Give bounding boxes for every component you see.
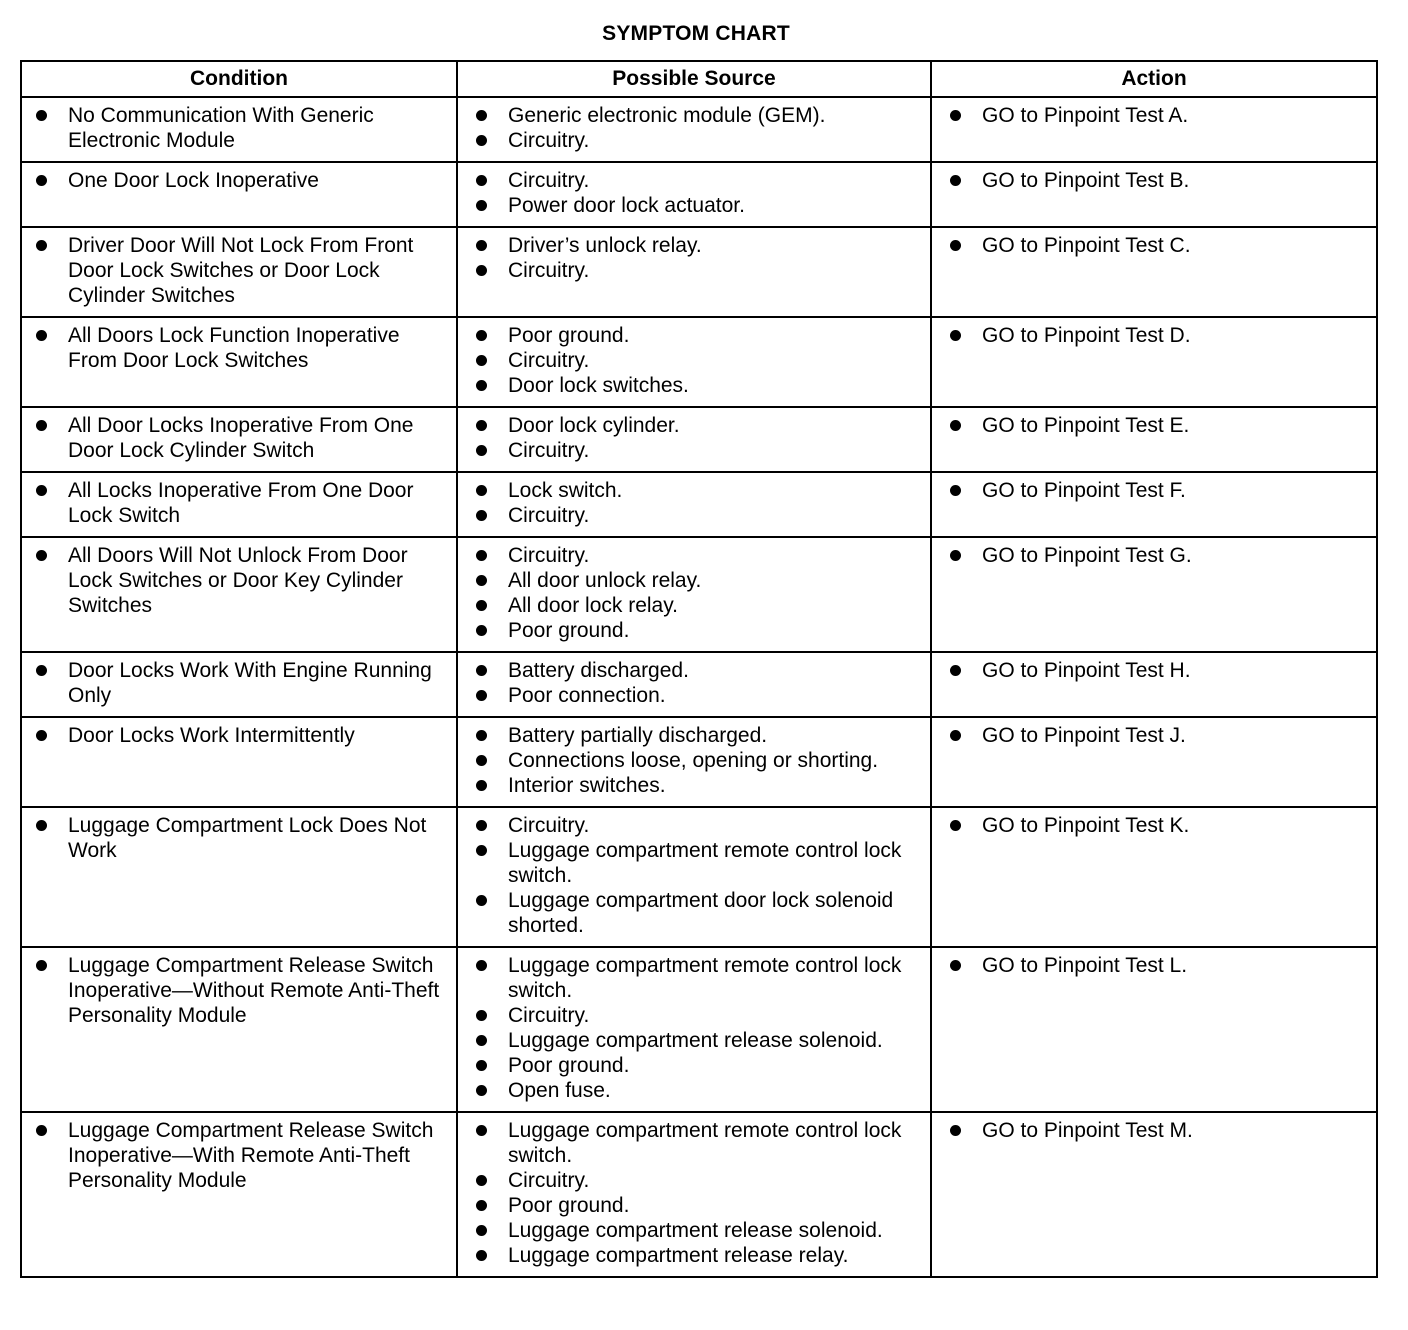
- bullet-icon: [36, 240, 47, 251]
- bullet-icon: [476, 485, 487, 496]
- condition-item-text: Luggage Compartment Release Switch Inoperative—Without Remote Anti-Theft Personality Module: [68, 954, 440, 1027]
- possible-source-list: [458, 538, 930, 651]
- condition-item-text: Luggage Compartment Lock Does Not Work: [68, 814, 427, 862]
- action-item: [940, 323, 1368, 348]
- action-list: [932, 98, 1376, 136]
- condition-item: [30, 478, 448, 528]
- source-item: [466, 103, 922, 128]
- action-item: [940, 413, 1368, 438]
- bullet-icon: [476, 355, 487, 366]
- action-list: [932, 408, 1376, 446]
- action-item: [940, 168, 1368, 193]
- source-item-text: Battery discharged.: [508, 659, 689, 682]
- source-item: [466, 233, 922, 258]
- bullet-icon: [36, 665, 47, 676]
- source-item: [466, 1118, 922, 1168]
- action-cell: [931, 227, 1377, 317]
- action-item-text: GO to Pinpoint Test D.: [982, 324, 1191, 347]
- bullet-icon: [36, 175, 47, 186]
- bullet-icon: [950, 820, 961, 831]
- possible-source-cell: [457, 717, 931, 807]
- condition-list: [22, 473, 456, 536]
- action-item: [940, 233, 1368, 258]
- condition-item: [30, 1118, 448, 1193]
- bullet-icon: [950, 665, 961, 676]
- source-item: [466, 503, 922, 528]
- source-item-text: Circuitry.: [508, 259, 590, 282]
- possible-source-list: [458, 718, 930, 806]
- possible-source-list: [458, 473, 930, 536]
- source-item: [466, 888, 922, 938]
- action-list: [932, 228, 1376, 266]
- bullet-icon: [476, 820, 487, 831]
- table-row: [21, 227, 1377, 317]
- action-item-text: GO to Pinpoint Test B.: [982, 169, 1190, 192]
- source-item: [466, 1168, 922, 1193]
- condition-item-text: All Doors Will Not Unlock From Door Lock Switches or Door Key Cylinder Switches: [68, 544, 408, 617]
- bullet-icon: [476, 550, 487, 561]
- bullet-icon: [476, 445, 487, 456]
- bullet-icon: [476, 1225, 487, 1236]
- source-item-text: Poor ground.: [508, 619, 630, 642]
- action-cell: [931, 472, 1377, 537]
- source-item-text: Luggage compartment remote control lock switch.: [508, 954, 902, 1002]
- source-item-text: Poor ground.: [508, 1054, 630, 1077]
- table-row: [21, 947, 1377, 1112]
- source-item: [466, 1003, 922, 1028]
- action-list: [932, 163, 1376, 201]
- source-item: [466, 168, 922, 193]
- possible-source-list: [458, 228, 930, 291]
- action-item-text: GO to Pinpoint Test E.: [982, 414, 1190, 437]
- symptom-chart-table: [20, 60, 1378, 1278]
- condition-list: [22, 653, 456, 716]
- action-item-text: GO to Pinpoint Test M.: [982, 1119, 1193, 1142]
- bullet-icon: [950, 550, 961, 561]
- condition-item: [30, 323, 448, 373]
- action-cell: [931, 162, 1377, 227]
- possible-source-cell: [457, 652, 931, 717]
- bullet-icon: [476, 1250, 487, 1261]
- source-item: [466, 1243, 922, 1268]
- bullet-icon: [476, 1035, 487, 1046]
- source-item: [466, 438, 922, 463]
- possible-source-cell: [457, 227, 931, 317]
- condition-cell: [21, 947, 457, 1112]
- table-row: [21, 472, 1377, 537]
- source-item: [466, 478, 922, 503]
- condition-list: [22, 718, 456, 756]
- bullet-icon: [476, 200, 487, 211]
- action-list: [932, 948, 1376, 986]
- chart-body: [21, 97, 1377, 1277]
- chart-title: SYMPTOM CHART: [602, 22, 790, 45]
- source-item: [466, 618, 922, 643]
- action-item: [940, 813, 1368, 838]
- action-list: [932, 1113, 1376, 1151]
- bullet-icon: [36, 330, 47, 341]
- bullet-icon: [476, 1085, 487, 1096]
- bullet-icon: [950, 960, 961, 971]
- action-item: [940, 658, 1368, 683]
- source-item-text: Luggage compartment release relay.: [508, 1244, 849, 1267]
- possible-source-cell: [457, 162, 931, 227]
- bullet-icon: [476, 110, 487, 121]
- bullet-icon: [476, 1200, 487, 1211]
- action-cell: [931, 317, 1377, 407]
- source-item-text: Circuitry.: [508, 349, 590, 372]
- bullet-icon: [36, 550, 47, 561]
- source-item-text: Luggage compartment remote control lock switch.: [508, 1119, 902, 1167]
- bullet-icon: [476, 665, 487, 676]
- action-item-text: GO to Pinpoint Test H.: [982, 659, 1191, 682]
- action-list: [932, 718, 1376, 756]
- condition-item: [30, 543, 448, 618]
- condition-item-text: Door Locks Work With Engine Running Only: [68, 659, 432, 707]
- condition-item-text: All Door Locks Inoperative From One Door Lock Cylinder Switch: [68, 414, 414, 462]
- possible-source-cell: [457, 807, 931, 947]
- source-item: [466, 413, 922, 438]
- bullet-icon: [950, 730, 961, 741]
- action-cell: [931, 537, 1377, 652]
- source-item: [466, 953, 922, 1003]
- bullet-icon: [476, 240, 487, 251]
- source-item: [466, 593, 922, 618]
- possible-source-list: [458, 808, 930, 946]
- source-item-text: Generic electronic module (GEM).: [508, 104, 826, 127]
- table-row: [21, 537, 1377, 652]
- condition-cell: [21, 537, 457, 652]
- action-item-text: GO to Pinpoint Test A.: [982, 104, 1189, 127]
- action-item-text: GO to Pinpoint Test K.: [982, 814, 1190, 837]
- bullet-icon: [950, 485, 961, 496]
- bullet-icon: [476, 135, 487, 146]
- action-list: [932, 473, 1376, 511]
- source-item-text: Lock switch.: [508, 479, 623, 502]
- possible-source-list: [458, 318, 930, 406]
- possible-source-cell: [457, 317, 931, 407]
- possible-source-list: [458, 653, 930, 716]
- bullet-icon: [476, 1175, 487, 1186]
- source-item-text: Circuitry.: [508, 1004, 590, 1027]
- table-row: [21, 407, 1377, 472]
- bullet-icon: [950, 330, 961, 341]
- condition-cell: [21, 317, 457, 407]
- bullet-icon: [476, 575, 487, 586]
- action-item: [940, 723, 1368, 748]
- condition-item: [30, 233, 448, 308]
- condition-list: [22, 318, 456, 381]
- bullet-icon: [950, 1125, 961, 1136]
- condition-cell: [21, 97, 457, 162]
- source-item: [466, 348, 922, 373]
- source-item-text: Circuitry.: [508, 1169, 590, 1192]
- possible-source-cell: [457, 407, 931, 472]
- possible-source-list: [458, 98, 930, 161]
- action-item-text: GO to Pinpoint Test J.: [982, 724, 1186, 747]
- possible-source-list: [458, 408, 930, 471]
- condition-item: [30, 953, 448, 1028]
- table-row: [21, 1112, 1377, 1277]
- source-item-text: Power door lock actuator.: [508, 194, 745, 217]
- action-cell: [931, 97, 1377, 162]
- action-item: [940, 953, 1368, 978]
- possible-source-list: [458, 163, 930, 226]
- bullet-icon: [950, 240, 961, 251]
- possible-source-cell: [457, 1112, 931, 1277]
- condition-item-text: Driver Door Will Not Lock From Front Door Lock Switches or Door Lock Cylinder Switches: [68, 234, 414, 307]
- condition-list: [22, 228, 456, 316]
- source-item-text: Circuitry.: [508, 544, 590, 567]
- source-item-text: Door lock switches.: [508, 374, 689, 397]
- action-header: Action: [931, 61, 1377, 97]
- source-item: [466, 813, 922, 838]
- bullet-icon: [36, 485, 47, 496]
- action-list: [932, 653, 1376, 691]
- bullet-icon: [476, 690, 487, 701]
- bullet-icon: [476, 845, 487, 856]
- condition-list: [22, 163, 456, 201]
- source-item: [466, 258, 922, 283]
- source-item: [466, 373, 922, 398]
- bullet-icon: [36, 730, 47, 741]
- bullet-icon: [36, 820, 47, 831]
- source-item-text: Door lock cylinder.: [508, 414, 680, 437]
- condition-cell: [21, 472, 457, 537]
- action-cell: [931, 947, 1377, 1112]
- bullet-icon: [476, 380, 487, 391]
- table-row: [21, 317, 1377, 407]
- bullet-icon: [476, 600, 487, 611]
- condition-list: [22, 408, 456, 471]
- action-cell: [931, 407, 1377, 472]
- possible-source-list: [458, 1113, 930, 1276]
- condition-item: [30, 103, 448, 153]
- condition-list: [22, 948, 456, 1036]
- bullet-icon: [36, 110, 47, 121]
- condition-list: [22, 808, 456, 871]
- bullet-icon: [950, 175, 961, 186]
- source-item-text: Luggage compartment remote control lock switch.: [508, 839, 902, 887]
- action-item-text: GO to Pinpoint Test G.: [982, 544, 1192, 567]
- condition-item-text: Door Locks Work Intermittently: [68, 724, 355, 747]
- source-item: [466, 683, 922, 708]
- source-item: [466, 128, 922, 153]
- source-item: [466, 1078, 922, 1103]
- action-cell: [931, 652, 1377, 717]
- source-item: [466, 543, 922, 568]
- condition-item: [30, 813, 448, 863]
- source-item-text: Poor ground.: [508, 324, 630, 347]
- bullet-icon: [950, 110, 961, 121]
- condition-cell: [21, 407, 457, 472]
- bullet-icon: [36, 1125, 47, 1136]
- source-item-text: Open fuse.: [508, 1079, 611, 1102]
- condition-cell: [21, 717, 457, 807]
- action-item: [940, 478, 1368, 503]
- bullet-icon: [476, 1125, 487, 1136]
- table-row: [21, 97, 1377, 162]
- condition-list: [22, 98, 456, 161]
- action-item-text: GO to Pinpoint Test F.: [982, 479, 1186, 502]
- source-item: [466, 568, 922, 593]
- source-item: [466, 838, 922, 888]
- action-item-text: GO to Pinpoint Test C.: [982, 234, 1191, 257]
- header-row: [21, 61, 1377, 97]
- table-row: [21, 162, 1377, 227]
- condition-item-text: All Doors Lock Function Inoperative From Door Lock Switches: [68, 324, 400, 372]
- possible-source-cell: [457, 947, 931, 1112]
- bullet-icon: [476, 265, 487, 276]
- source-item-text: Luggage compartment release solenoid.: [508, 1029, 883, 1052]
- possible-source-header: Possible Source: [457, 61, 931, 97]
- bullet-icon: [36, 960, 47, 971]
- condition-cell: [21, 162, 457, 227]
- bullet-icon: [476, 175, 487, 186]
- bullet-icon: [476, 780, 487, 791]
- source-item-text: All door unlock relay.: [508, 569, 702, 592]
- bullet-icon: [476, 1060, 487, 1071]
- bullet-icon: [476, 1010, 487, 1021]
- condition-cell: [21, 1112, 457, 1277]
- source-item: [466, 723, 922, 748]
- source-item: [466, 1028, 922, 1053]
- action-cell: [931, 1112, 1377, 1277]
- source-item-text: Circuitry.: [508, 439, 590, 462]
- condition-item: [30, 723, 448, 748]
- action-cell: [931, 807, 1377, 947]
- possible-source-cell: [457, 537, 931, 652]
- condition-item: [30, 413, 448, 463]
- action-item: [940, 103, 1368, 128]
- bullet-icon: [950, 420, 961, 431]
- source-item: [466, 658, 922, 683]
- condition-cell: [21, 227, 457, 317]
- condition-item-text: All Locks Inoperative From One Door Lock Switch: [68, 479, 414, 527]
- action-list: [932, 808, 1376, 846]
- source-item-text: Circuitry.: [508, 504, 590, 527]
- source-item: [466, 323, 922, 348]
- action-cell: [931, 717, 1377, 807]
- source-item-text: Driver’s unlock relay.: [508, 234, 702, 257]
- condition-item-text: Luggage Compartment Release Switch Inoperative—With Remote Anti-Theft Personality Module: [68, 1119, 434, 1192]
- condition-cell: [21, 652, 457, 717]
- source-item-text: All door lock relay.: [508, 594, 679, 617]
- action-item-text: GO to Pinpoint Test L.: [982, 954, 1188, 977]
- source-item: [466, 193, 922, 218]
- condition-item-text: No Communication With Generic Electronic Module: [68, 104, 374, 152]
- source-item-text: Poor ground.: [508, 1194, 630, 1217]
- action-list: [932, 538, 1376, 576]
- possible-source-list: [458, 948, 930, 1111]
- condition-item: [30, 658, 448, 708]
- bullet-icon: [476, 420, 487, 431]
- source-item-text: Circuitry.: [508, 129, 590, 152]
- bullet-icon: [476, 960, 487, 971]
- action-item: [940, 1118, 1368, 1143]
- table-row: [21, 652, 1377, 717]
- possible-source-cell: [457, 97, 931, 162]
- source-item-text: Luggage compartment release solenoid.: [508, 1219, 883, 1242]
- source-item-text: Circuitry.: [508, 814, 590, 837]
- bullet-icon: [476, 730, 487, 741]
- source-item: [466, 1193, 922, 1218]
- bullet-icon: [36, 420, 47, 431]
- source-item-text: Battery partially discharged.: [508, 724, 768, 747]
- bullet-icon: [476, 625, 487, 636]
- table-row: [21, 717, 1377, 807]
- source-item-text: Circuitry.: [508, 169, 590, 192]
- condition-item: [30, 168, 448, 193]
- condition-list: [22, 1113, 456, 1201]
- table-row: [21, 807, 1377, 947]
- possible-source-cell: [457, 472, 931, 537]
- source-item-text: Luggage compartment door lock solenoid shorted.: [508, 889, 894, 937]
- action-list: [932, 318, 1376, 356]
- source-item: [466, 1053, 922, 1078]
- bullet-icon: [476, 510, 487, 521]
- condition-cell: [21, 807, 457, 947]
- condition-list: [22, 538, 456, 626]
- action-item: [940, 543, 1368, 568]
- source-item: [466, 748, 922, 773]
- source-item-text: Poor connection.: [508, 684, 666, 707]
- condition-item-text: One Door Lock Inoperative: [68, 169, 319, 192]
- source-item: [466, 1218, 922, 1243]
- bullet-icon: [476, 755, 487, 766]
- bullet-icon: [476, 895, 487, 906]
- condition-header: Condition: [21, 61, 457, 97]
- source-item-text: Connections loose, opening or shorting.: [508, 749, 879, 772]
- bullet-icon: [476, 330, 487, 341]
- source-item-text: Interior switches.: [508, 774, 666, 797]
- source-item: [466, 773, 922, 798]
